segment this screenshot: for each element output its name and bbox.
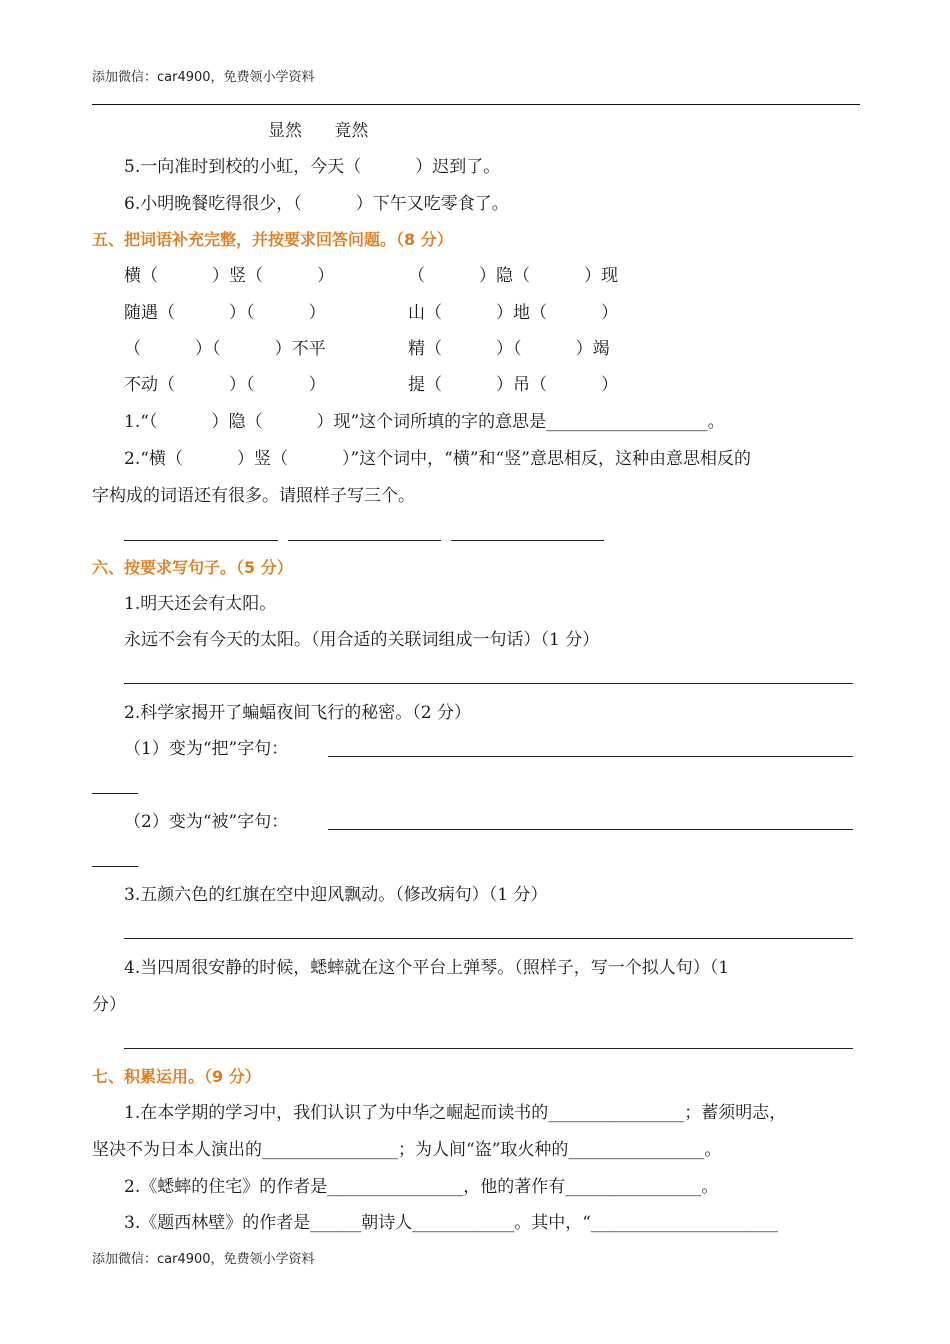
question-4-5: 5.一向准时到校的小虹，今天（ ）迟到了。 [124,157,501,177]
question-7-2: 2.《蟋蟀的住宅》的作者是________________，他的著作有________________。 [124,1177,719,1197]
idiom-row-right: （ ）隐（ ）现 [408,266,619,286]
idiom-row-right: 山（ ）地（ ） [408,303,619,323]
idiom-row-left: （ ）（ ）不平 [124,339,326,359]
question-6-4-cont: 分） [92,995,126,1015]
answer-line[interactable] [328,829,853,830]
question-6-4: 4.当四周很安静的时候，蟋蟀就在这个平台上弹琴。（照样子，写一个拟人句）（1 [124,958,730,978]
question-5-2: 2.“横（ ）竖（ ）”这个词中，“横”和“竖”意思相反，这种由意思相反的 [124,449,751,469]
question-6-2: 2.科学家揭开了蝙蝠夜间飞行的秘密。（2 分） [124,703,471,723]
section-6-title: 六、按要求写句子。（5 分） [92,558,293,577]
section-7-title: 七、积累运用。（9 分） [92,1067,261,1086]
question-6-1b: 永远不会有今天的太阳。（用合适的关联词组成一句话）（1 分） [124,630,600,650]
question-6-3: 3.五颜六色的红旗在空中迎风飘动。（修改病句）（1 分） [124,885,548,905]
word-options: 显然 竟然 [268,121,369,141]
idiom-row-left: 横（ ）竖（ ） [124,266,335,286]
footer-note: 添加微信：car4900，免费领小学资料 [92,1252,315,1267]
idiom-row-left: 随遇（ ）（ ） [124,303,326,323]
answer-line[interactable] [92,866,138,867]
answer-line[interactable] [92,793,138,794]
question-6-2-2: （2）变为“被”字句： [124,812,289,832]
question-5-1: 1.“（ ）隐（ ）现”这个词所填的字的意思是___________________。 [124,412,725,432]
header-note: 添加微信：car4900，免费领小学资料 [92,70,315,85]
header-rule [92,104,860,105]
answer-line[interactable] [328,756,853,757]
section-5-title: 五、把词语补充完整，并按要求回答问题。（8 分） [92,230,453,249]
question-7-1-cont: 坚决不为日本人演出的________________；为人间“盗”取火种的________________。 [92,1140,722,1160]
answer-line[interactable] [124,683,853,684]
question-7-3: 3.《题西林壁》的作者是______朝诗人____________。其中，“______________________ [124,1213,778,1233]
idiom-row-right: 提（ ）吊（ ） [408,375,619,395]
question-7-1: 1.在本学期的学习中，我们认识了为中华之崛起而读书的________________；蓄须明志， [124,1103,787,1123]
question-5-2-cont: 字构成的词语还有很多。请照样子写三个。 [92,486,415,506]
answer-line[interactable] [124,938,853,939]
answer-line[interactable] [124,1048,853,1049]
question-4-6: 6.小明晚餐吃得很少，（ ）下午又吃零食了。 [124,194,509,214]
answer-line[interactable] [451,540,604,541]
question-6-2-1: （1）变为“把”字句： [124,739,289,759]
idiom-row-right: 精（ ）（ ）竭 [408,339,610,359]
answer-line[interactable] [288,540,441,541]
answer-line[interactable] [124,540,278,541]
question-6-1a: 1.明天还会有太阳。 [124,594,277,614]
idiom-row-left: 不动（ ）（ ） [124,375,326,395]
